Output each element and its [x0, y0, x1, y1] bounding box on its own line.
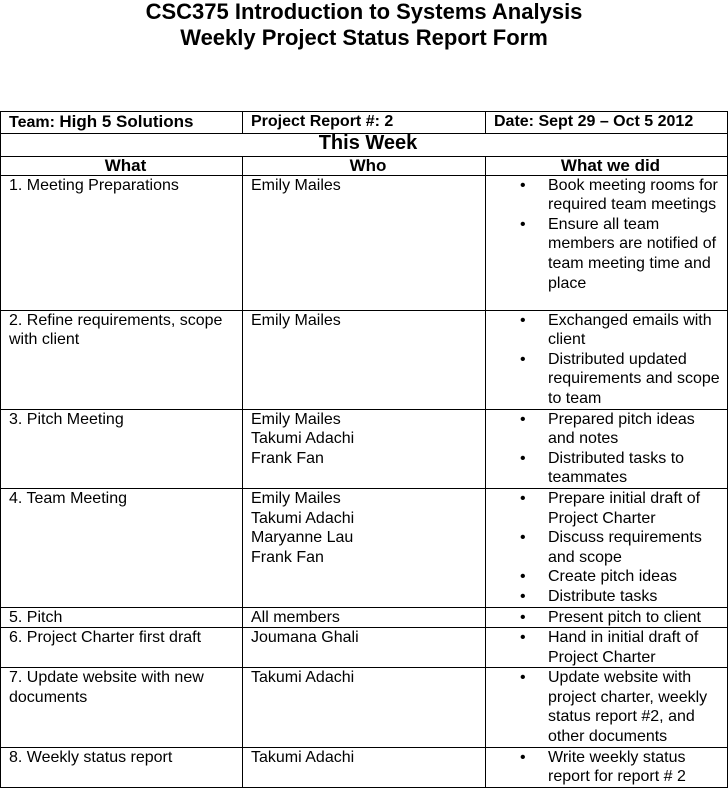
who-name: Maryanne Lau [251, 529, 354, 547]
did-list [486, 176, 727, 294]
did-item: • Exchanged emails with client [486, 311, 727, 350]
who-name: Emily Mailes [251, 311, 341, 329]
did-cell [486, 628, 728, 668]
report-number-cell [243, 112, 486, 134]
team-label: Team: [9, 114, 55, 131]
did-item: • Distributed updated requirements and scope to team [486, 350, 727, 409]
what-cell: 6. Project Charter first draft [1, 628, 243, 668]
who-name: Emily Mailes [251, 410, 341, 428]
did-list [486, 608, 727, 628]
report-number: Project Report #: 2 [251, 113, 394, 130]
did-cell [486, 607, 728, 628]
did-list [486, 668, 727, 746]
did-item: • Distributed tasks to teammates [486, 449, 727, 488]
did-cell [486, 488, 728, 607]
table-row [1, 628, 728, 668]
who-name: All members [251, 608, 340, 626]
who-cell [243, 747, 486, 787]
what-cell: 2. Refine requirements, scope with client [1, 310, 243, 409]
table-row [1, 488, 728, 607]
section-title: This Week [1, 133, 728, 156]
who-name: Emily Mailes [251, 176, 341, 194]
who-cell [243, 668, 486, 747]
who-cell [243, 628, 486, 668]
did-item: • Prepared pitch ideas and notes [486, 410, 727, 449]
who-cell [243, 488, 486, 607]
did-cell [486, 409, 728, 488]
form-title: Weekly Project Status Report Form [180, 25, 548, 50]
did-item: • Write weekly status report for report # 2 [486, 748, 727, 787]
table-row [1, 175, 728, 310]
table-row [1, 409, 728, 488]
who-cell [243, 409, 486, 488]
who-name: Takumi Adachi [251, 430, 355, 448]
did-list [486, 410, 727, 488]
who-name: Joumana Ghali [251, 629, 359, 647]
did-item: • Discuss requirements and scope [486, 528, 727, 567]
did-cell [486, 747, 728, 787]
status-report-table [0, 111, 728, 788]
who-name: Takumi Adachi [251, 748, 355, 766]
column-header-row [1, 156, 728, 175]
did-item: • Prepare initial draft of Project Charter [486, 489, 727, 528]
did-list [486, 311, 727, 409]
who-cell [243, 607, 486, 628]
did-item: • Ensure all team members are notified of team meeting time and place [486, 215, 727, 293]
section-row [1, 133, 728, 156]
did-cell [486, 175, 728, 310]
did-cell [486, 310, 728, 409]
course-title: CSC375 Introduction to Systems Analysis [145, 0, 583, 24]
who-cell [243, 310, 486, 409]
who-name: Emily Mailes [251, 489, 341, 507]
what-cell: 3. Pitch Meeting [1, 409, 243, 488]
did-list [486, 748, 727, 787]
what-cell: 1. Meeting Preparations [1, 175, 243, 310]
what-cell: 4. Team Meeting [1, 488, 243, 607]
did-cell [486, 668, 728, 747]
table-row [1, 747, 728, 787]
did-list [486, 489, 727, 607]
did-item: • Present pitch to client [486, 608, 727, 628]
did-item: • Create pitch ideas [486, 567, 727, 587]
info-row [1, 112, 728, 134]
table-row [1, 668, 728, 747]
team-name: High 5 Solutions [59, 112, 194, 131]
who-name: Takumi Adachi [251, 509, 355, 527]
column-header-did: What we did [486, 156, 728, 175]
what-cell: 5. Pitch [1, 607, 243, 628]
date-cell [486, 112, 728, 134]
who-name: Frank Fan [251, 449, 324, 467]
did-item: • Distribute tasks [486, 587, 727, 607]
column-header-who: Who [243, 156, 486, 175]
column-header-what: What [1, 156, 243, 175]
table-row [1, 607, 728, 628]
table-row [1, 310, 728, 409]
report-date: Date: Sept 29 – Oct 5 2012 [494, 113, 694, 130]
did-item: • Hand in initial draft of Project Charter [486, 628, 727, 667]
did-list [486, 628, 727, 667]
what-cell: 8. Weekly status report [1, 747, 243, 787]
what-cell: 7. Update website with new documents [1, 668, 243, 747]
who-cell [243, 175, 486, 310]
did-item: • Book meeting rooms for required team meetings [486, 176, 727, 215]
team-cell [1, 112, 243, 134]
who-name: Frank Fan [251, 548, 324, 566]
did-item: • Update website with project charter, weekly status report #2, and other documents [486, 668, 727, 746]
who-name: Takumi Adachi [251, 669, 355, 687]
